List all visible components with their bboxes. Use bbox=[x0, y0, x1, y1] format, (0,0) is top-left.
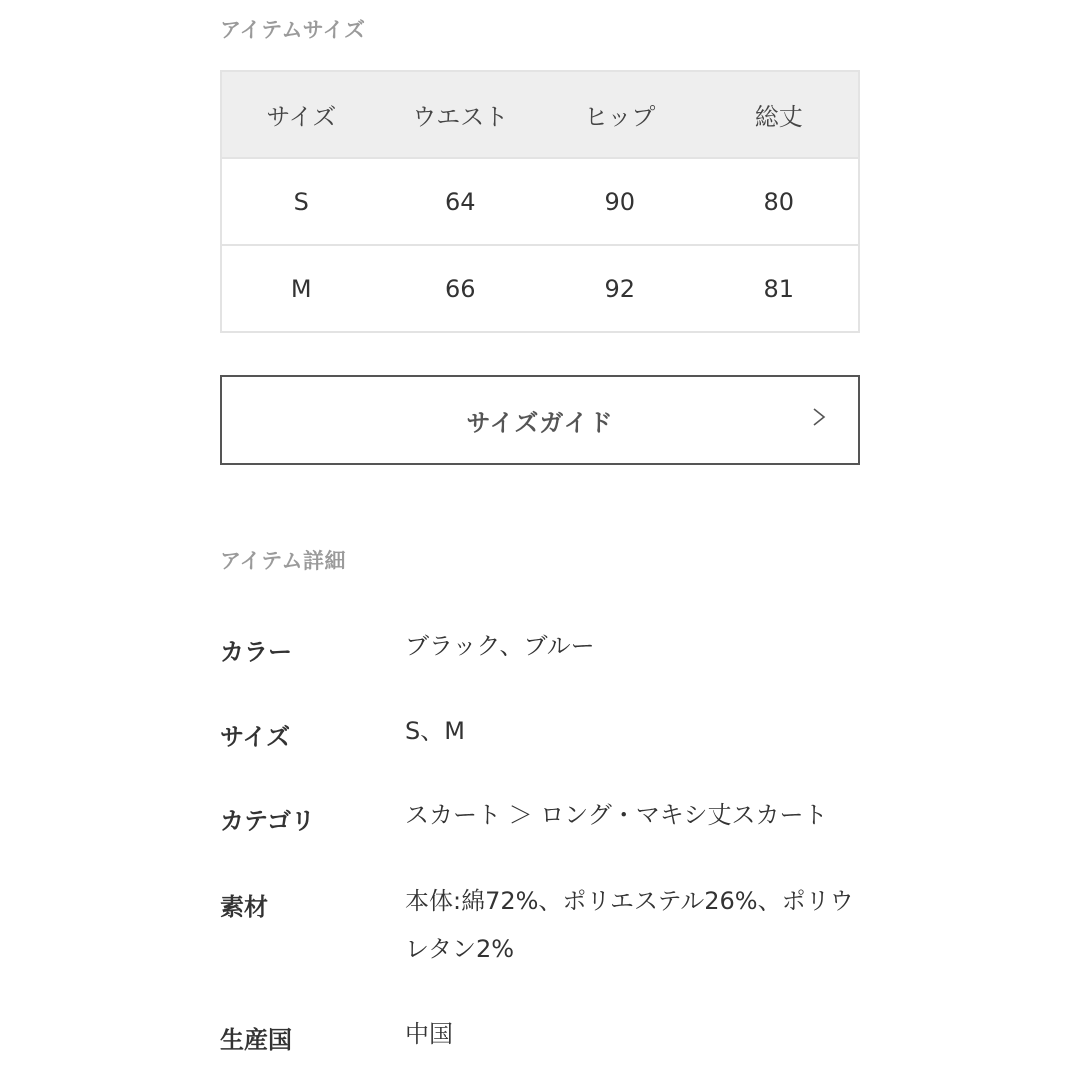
chevron-right-icon bbox=[810, 408, 828, 426]
table-cell: 90 bbox=[540, 158, 700, 245]
table-cell: M bbox=[221, 245, 381, 332]
detail-key: カラー bbox=[220, 638, 292, 666]
detail-value: ブラック、ブルー bbox=[405, 632, 595, 660]
table-row bbox=[221, 158, 859, 245]
detail-key: カテゴリ bbox=[220, 807, 316, 835]
size-table-header: 総丈 bbox=[700, 71, 860, 158]
detail-key: 素材 bbox=[220, 893, 268, 921]
detail-value: 中国 bbox=[405, 1020, 453, 1048]
size-table-header: サイズ bbox=[221, 71, 381, 158]
detail-key: サイズ bbox=[220, 723, 291, 751]
item-size-title: アイテムサイズ bbox=[220, 18, 366, 42]
table-cell: 81 bbox=[700, 245, 860, 332]
table-cell: 92 bbox=[540, 245, 700, 332]
table-row bbox=[221, 245, 859, 332]
size-guide-button[interactable] bbox=[220, 375, 860, 465]
size-guide-label: サイズガイド bbox=[466, 408, 614, 437]
size-table-header: ヒップ bbox=[540, 71, 700, 158]
size-table-header-row bbox=[221, 71, 859, 158]
detail-key: 生産国 bbox=[220, 1026, 292, 1054]
table-cell: 66 bbox=[381, 245, 541, 332]
detail-value: 本体:綿72%、ポリエステル26%、ポリウレタン2% bbox=[405, 887, 854, 963]
size-table bbox=[220, 70, 860, 333]
table-cell: 80 bbox=[700, 158, 860, 245]
table-cell: S bbox=[221, 158, 381, 245]
item-detail-title: アイテム詳細 bbox=[220, 549, 347, 573]
detail-value: S、M bbox=[405, 717, 465, 745]
table-cell: 64 bbox=[381, 158, 541, 245]
size-table-header: ウエスト bbox=[381, 71, 541, 158]
detail-value: スカート ＞ ロング・マキシ丈スカート bbox=[405, 801, 828, 829]
